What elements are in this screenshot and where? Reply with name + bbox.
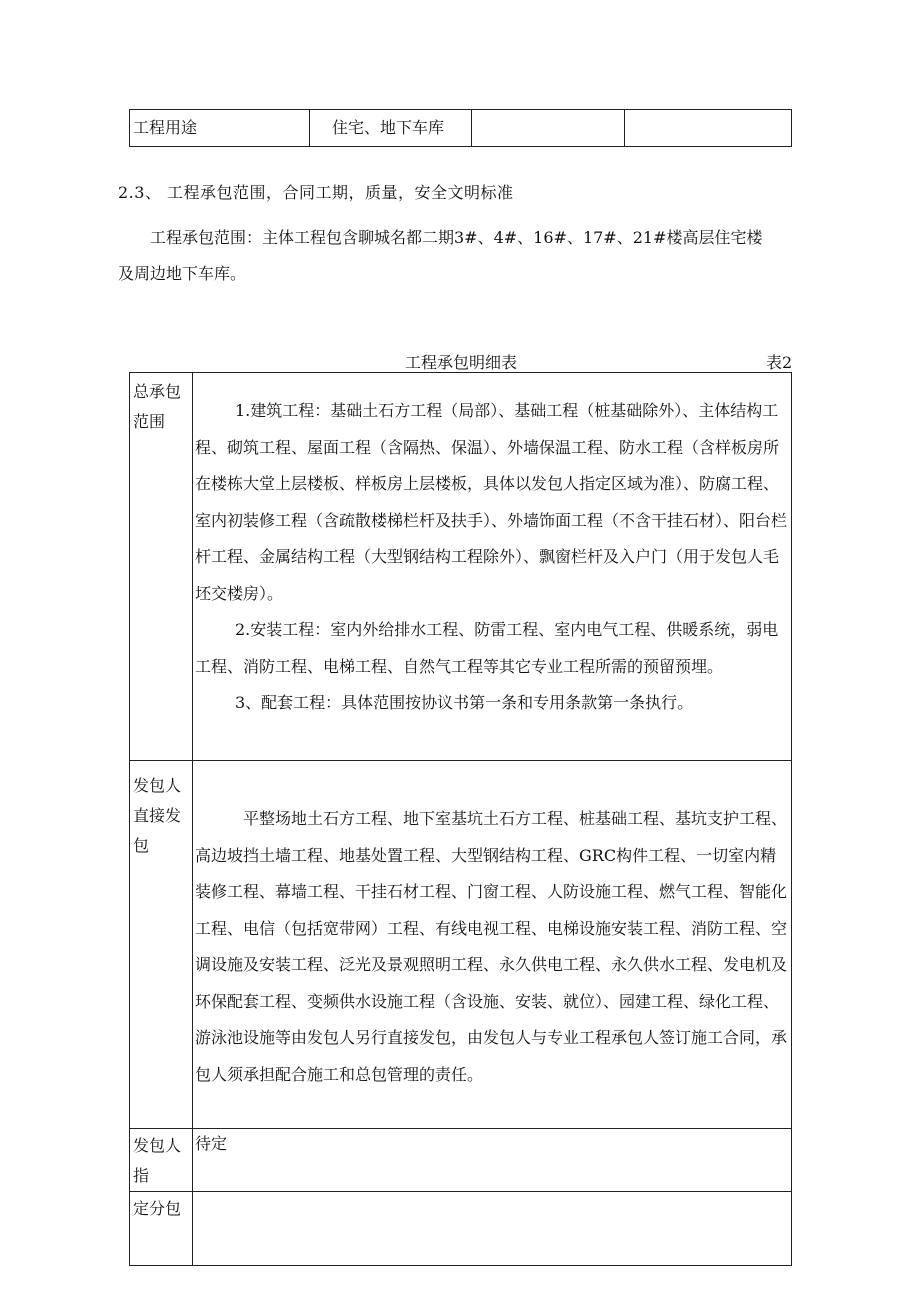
table-row (130, 1129, 792, 1192)
scope-paragraph: 工程承包范围：主体工程包含聊城名都二期3#、4#、16#、17#、21#楼高层住宅楼及周边地下车库。 (118, 228, 763, 283)
installation-works-text: 2.安装工程：室内外给排水工程、防雷工程、室内电气工程、供暖系统，弱电工程、消防工程、电梯工程、自然气工程等其它专业工程所需的预留预埋。 (195, 620, 779, 676)
row-label-general-contract: 总承包范围 (130, 373, 193, 761)
table-row (130, 110, 792, 147)
row-label-designated-a: 发包人指 (130, 1129, 193, 1192)
usage-value-text: 住宅、地下车库 (332, 118, 445, 137)
row-label-designated-b: 定分包 (130, 1192, 193, 1266)
construction-works-text: 1.建筑工程：基础土石方工程（局部）、基础工程（桩基础除外）、主体结构工程、砌筑工程、屋面工程（含隔热、保温）、外墙保温工程、防水工程（含样板房所在楼栋大堂上层楼板、样板房上层楼板，具体以发包人指定区域为准）、防腐工程、室内初装修工程（含疏散楼梯栏杆及扶手）、外墙饰面工程（不含干挂石材）、阳台栏杆工程、金属结构工程（大型钢结构工程除外）、飘窗栏杆及入户门（用于发包人毛坯交楼房）。 (195, 401, 788, 603)
row-label-direct-contract: 发包人直接发包 (130, 761, 193, 1129)
table-number: 表2 (766, 353, 793, 372)
section-heading: 2.3、 工程承包范围，合同工期，质量，安全文明标准 (118, 183, 514, 202)
contract-detail-table (129, 372, 792, 1266)
designated-subcontract-value: 待定 (193, 1129, 792, 1192)
table-row (130, 1192, 792, 1266)
project-usage-table (129, 109, 792, 147)
table-row (130, 373, 792, 761)
general-contract-content (193, 373, 792, 761)
usage-label: 工程用途 (130, 110, 310, 147)
table-title: 工程承包明细表 (404, 353, 517, 372)
direct-contract-text: 平整场地土石方工程、地下室基坑土石方工程、桩基础工程、基坑支护工程、高边坡挡土墙工程、地基处置工程、大型钢结构工程、GRC构件工程、一切室内精装修工程、幕墙工程、干挂石材工程、门窗工程、人防设施工程、燃气工程、智能化工程、电信（包括宽带网）工程、有线电视工程、电梯设施安装工程、消防工程、空调设施及安装工程、泛光及景观照明工程、永久供电工程、永久供水工程、发电机及环保配套工程、变频供水设施工程（含设施、安装、就位）、园建工程、绿化工程、游泳池设施等由发包人另行直接发包，由发包人与专业工程承包人签订施工合同，承包人须承担配合施工和总包管理的责任。 (195, 809, 788, 1084)
direct-contract-content (193, 761, 792, 1129)
table-row (130, 761, 792, 1129)
usage-empty-cell-3 (472, 110, 625, 147)
supporting-works-text: 3、配套工程：具体范围按协议书第一条和专用条款第一条执行。 (235, 693, 694, 712)
usage-value (310, 110, 472, 147)
designated-subcontract-empty (193, 1192, 792, 1266)
usage-empty-cell-4 (625, 110, 792, 147)
